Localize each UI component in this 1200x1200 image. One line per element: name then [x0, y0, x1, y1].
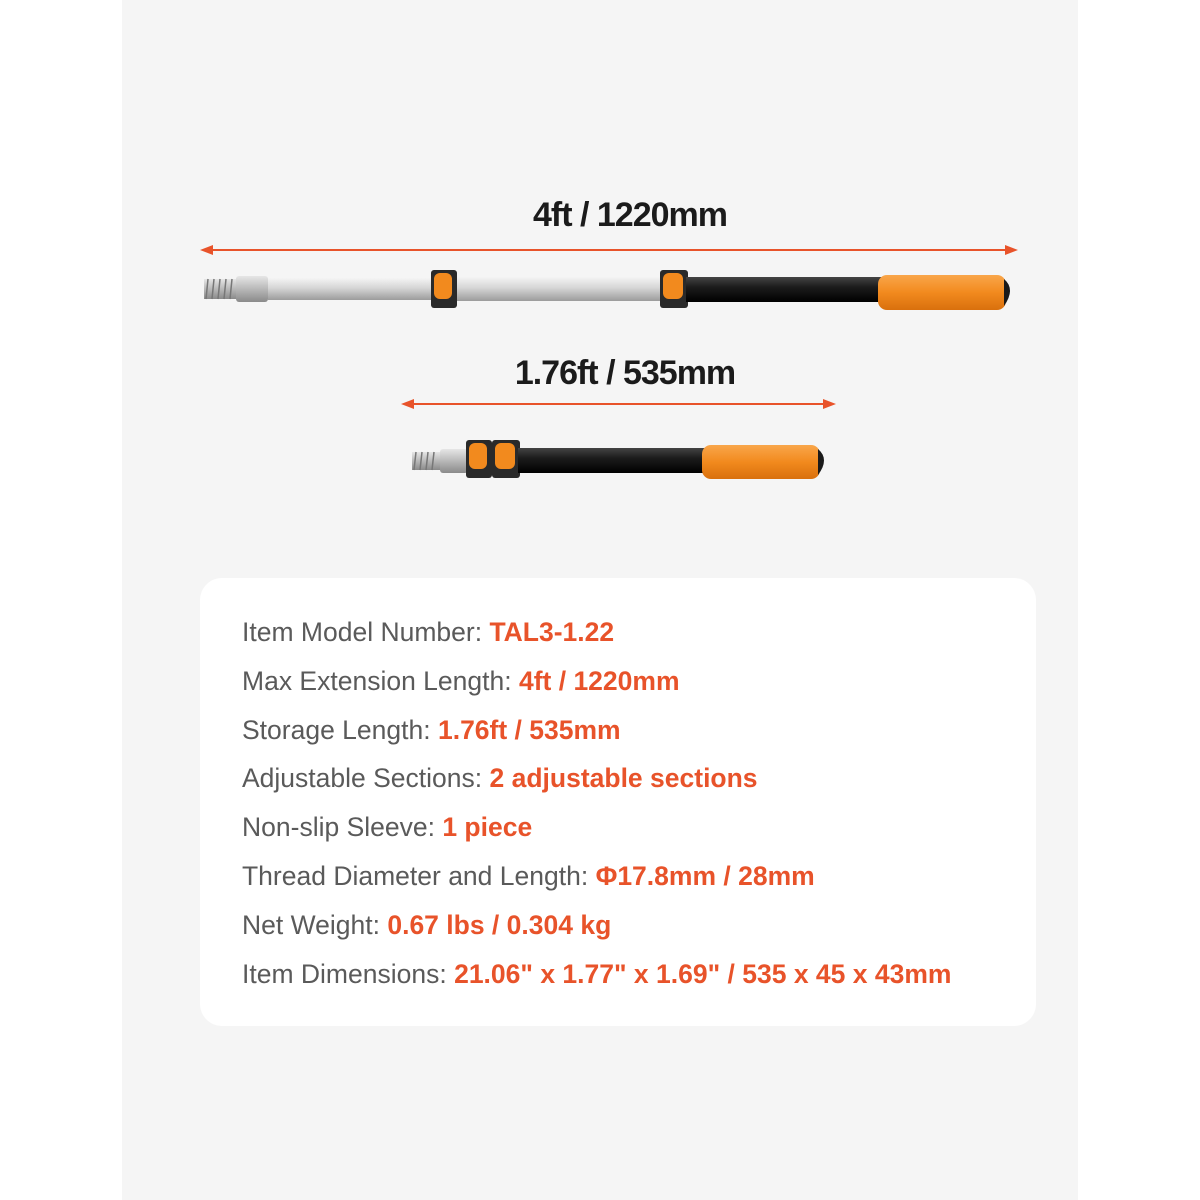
storage-pole-illustration	[412, 440, 824, 479]
spec-value: Φ17.8mm / 28mm	[595, 860, 815, 891]
spec-row-storage-length	[242, 714, 951, 763]
spec-row-max-extension	[242, 665, 951, 714]
spec-key: Item Dimensions:	[242, 958, 447, 989]
spec-key: Adjustable Sections:	[242, 763, 483, 794]
spec-value: 1 piece	[442, 812, 533, 843]
extended-pole-illustration	[204, 270, 1010, 310]
storage-length-label: 1.76ft / 535mm	[514, 354, 736, 392]
spec-value: 2 adjustable sections	[489, 763, 758, 794]
spec-row-dimensions	[242, 958, 951, 1007]
spec-value: 4ft / 1220mm	[518, 665, 680, 696]
spec-value: 0.67 lbs / 0.304 kg	[387, 909, 612, 940]
spec-value: 1.76ft / 535mm	[437, 714, 621, 745]
spec-key: Max Extension Length:	[242, 665, 512, 696]
spec-value: 21.06" x 1.77" x 1.69" / 535 x 45 x 43mm	[454, 958, 952, 989]
spec-value: TAL3-1.22	[489, 617, 615, 647]
spec-key: Net Weight:	[242, 909, 380, 940]
storage-dimension-arrow	[401, 399, 836, 409]
specifications-card	[200, 578, 1036, 1026]
spec-row-thread	[242, 860, 951, 909]
pole-diagram	[0, 0, 1200, 560]
spec-key: Item Model Number:	[242, 617, 483, 647]
extended-length-label: 4ft / 1220mm	[533, 196, 727, 234]
spec-row-adjustable-sections	[242, 762, 951, 811]
spec-row-net-weight	[242, 909, 951, 958]
spec-row-non-slip-sleeve	[242, 811, 951, 860]
spec-key: Non-slip Sleeve:	[242, 812, 435, 843]
spec-key: Thread Diameter and Length:	[242, 860, 589, 891]
spec-list	[242, 616, 951, 1006]
spec-key: Storage Length:	[242, 714, 431, 745]
extended-dimension-arrow	[200, 245, 1018, 255]
spec-row-model	[242, 616, 951, 665]
